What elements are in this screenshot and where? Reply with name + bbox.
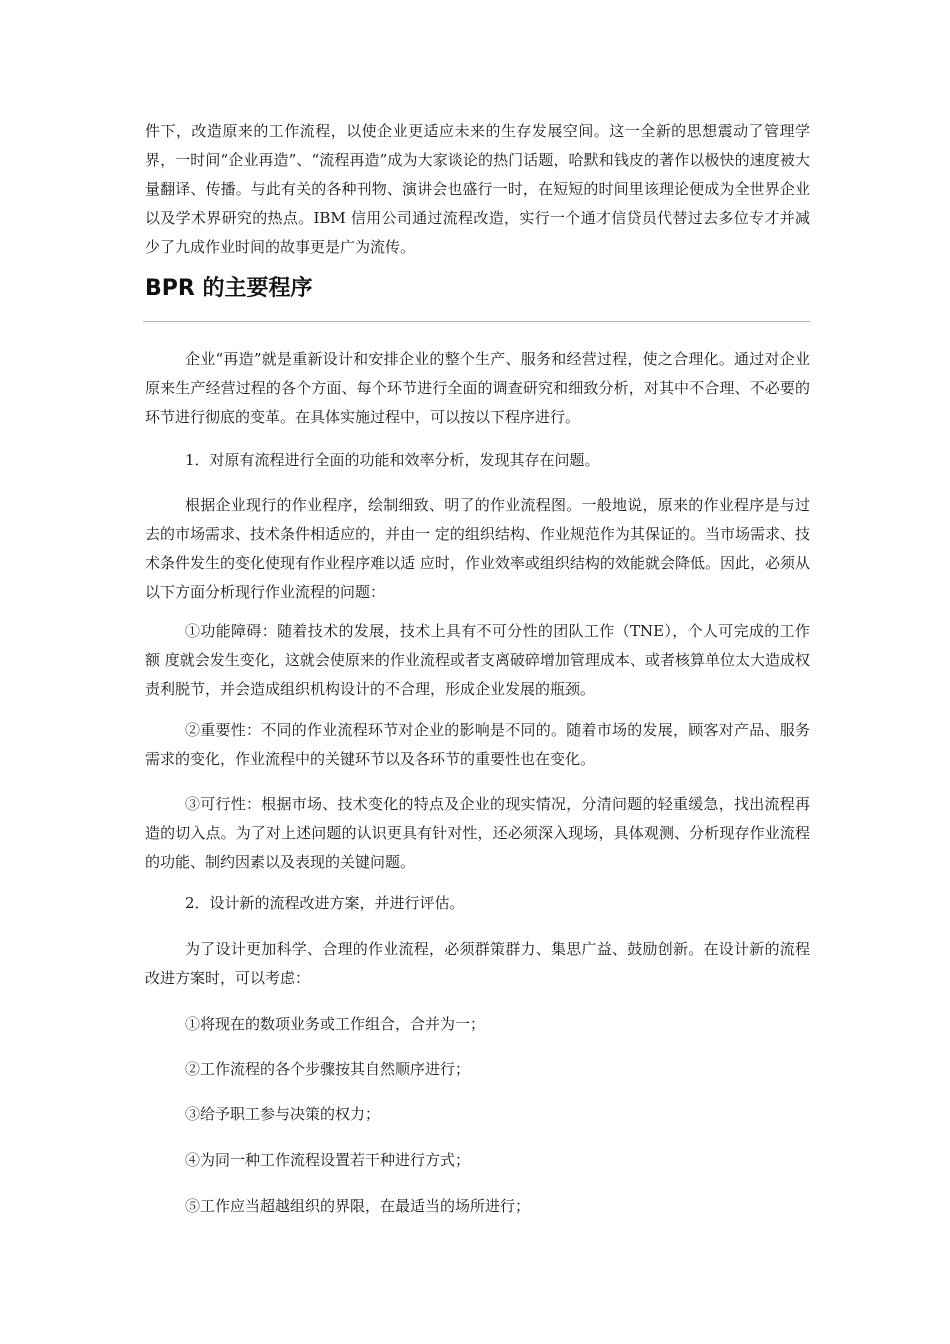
body-paragraph: 为了设计更加科学、合理的作业流程，必须群策群力、集思广益、鼓励创新。在设计新的流程改进方案时，可以考虑： <box>145 940 810 987</box>
list-item: ②工作流程的各个步骤按其自然顺序进行； <box>185 1060 471 1078</box>
intro-paragraph: 件下，改造原来的工作流程，以使企业更适应未来的生存发展空间。这一全新的思想震动了管理学界，一时间“企业再造”、“流程再造”成为大家谈论的热门话题，哈默和钱皮的著作以极快的速度被大量翻译、传播。与此有关的各种刊物、演讲会也盛行一时，在短短的时间里该理论便成为全世界企业以及学术界研究的热点。IBM 信用公司通过流程改造，实行一个通才信贷员代替过去多位专才并减少了九成作业时间的故事更是广为流传。 <box>145 122 810 256</box>
heading-divider <box>143 321 810 322</box>
step-heading-2: 2．设计新的流程改进方案，并进行评估。 <box>185 894 465 912</box>
list-item: ①将现在的数项业务或工作组合，合并为一； <box>185 1015 486 1033</box>
body-paragraph: 根据企业现行的作业程序，绘制细致、明了的作业流程图。一般地说，原来的作业程序是与过去的市场需求、技术条件相适应的，并由一 定的组织结构、作业规范作为其保证的。当市场需求、技术条件发生的变化使现有作业程序难以适 应时，作业效率或组织结构的效能就会降低。因此，必须从以下方面分析现行作业流程的问题： <box>145 496 810 601</box>
analysis-point-3: ③可行性：根据市场、技术变化的特点及企业的现实情况，分清问题的轻重缓急，找出流程再造的切入点。为了对上述问题的认识更具有针对性，还必须深入现场，具体观测、分析现存作业流程的功能、制约因素以及表现的关键问题。 <box>145 795 810 871</box>
step-heading-1: 1．对原有流程进行全面的功能和效率分析，发现其存在问题。 <box>185 451 600 469</box>
list-item: ⑤工作应当超越组织的界限，在最适当的场所进行； <box>185 1197 531 1215</box>
list-item: ④为同一种工作流程设置若干种进行方式； <box>185 1151 471 1169</box>
body-paragraph: 企业“再造”就是重新设计和安排企业的整个生产、服务和经营过程，使之合理化。通过对企业原来生产经营过程的各个方面、每个环节进行全面的调查研究和细致分析，对其中不合理、不必要的环节进行彻底的变革。在具体实施过程中，可以按以下程序进行。 <box>145 350 810 426</box>
analysis-point-1: ①功能障碍：随着技术的发展，技术上具有不可分性的团队工作（TNE），个人可完成的工作额 度就会发生变化，这就会使原来的作业流程或者支离破碎增加管理成本、或者核算单位太大造成权责利脱节，并会造成组织机构设计的不合理，形成企业发展的瓶颈。 <box>145 622 810 698</box>
list-item: ③给予职工参与决策的权力； <box>185 1105 381 1123</box>
section-heading: BPR 的主要程序 <box>145 276 313 301</box>
analysis-point-2: ②重要性：不同的作业流程环节对企业的影响是不同的。随着市场的发展，顾客对产品、服务需求的变化，作业流程中的关键环节以及各环节的重要性也在变化。 <box>145 721 810 768</box>
